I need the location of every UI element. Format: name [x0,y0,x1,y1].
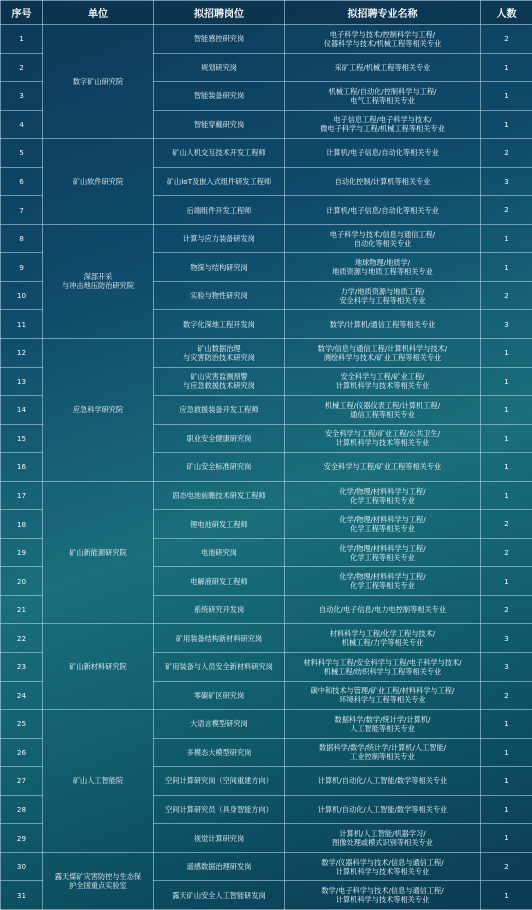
header-position: 拟招聘岗位 [154,1,285,25]
unit-cell: 深部开采 与冲击地压防治研究院 [43,224,154,338]
row-index: 1 [1,25,43,54]
position-cell: 系统研究开发岗 [154,595,285,624]
position-cell: 规划研究岗 [154,53,285,82]
major-cell: 计算机/人工智能/机器学习/ 图像处理或模式识别等相关专业 [285,824,481,853]
count-cell: 1 [481,396,532,425]
count-cell: 1 [481,453,532,482]
position-cell: 遥感数据治理研发岗 [154,852,285,881]
position-cell: 零碳矿区研究岗 [154,681,285,710]
table-body [1,25,532,910]
major-cell: 碳中和技术与管理/矿业工程/材料科学与工程/ 环境科学与工程等相关专业 [285,681,481,710]
major-cell: 地球物理/地质学/ 地质资源与地质工程等相关专业 [285,253,481,282]
major-cell: 安全科学与工程/矿业工程等相关专业 [285,453,481,482]
table-row [1,339,532,368]
major-cell: 自动化控制/计算机等相关专业 [285,167,481,196]
major-cell: 数学/计算机/通信工程等相关专业 [285,310,481,339]
unit-cell: 矿山软件研究院 [43,139,154,225]
header-row [1,1,532,25]
count-cell: 2 [481,538,532,567]
row-index: 13 [1,367,43,396]
position-cell: 矿山安全标准研究岗 [154,453,285,482]
count-cell: 1 [481,481,532,510]
position-cell: 实验与物性研究岗 [154,281,285,310]
count-cell: 1 [481,567,532,596]
position-cell: 智能穿戴研究岗 [154,110,285,139]
major-cell: 电子科学与技术/控制科学与工程/ 仪器科学与技术/机械工程等相关专业 [285,25,481,54]
position-cell: 锂电池研发工程师 [154,510,285,539]
position-cell: 数字化深地工程开发岗 [154,310,285,339]
position-cell: 多模态大模型研究岗 [154,738,285,767]
row-index: 31 [1,881,43,910]
count-cell: 1 [481,339,532,368]
count-cell: 1 [481,738,532,767]
header-count: 人数 [481,1,532,25]
major-cell: 化学/物理/材料科学与工程/ 化学工程等相关专业 [285,538,481,567]
major-cell: 材料科学与工程/化学工程与技术/ 机械工程/力学等相关专业 [285,624,481,653]
row-index: 14 [1,396,43,425]
major-cell: 安全科学与工程/矿业工程/ 计算机科学与技术等相关专业 [285,367,481,396]
table-row [1,710,532,739]
row-index: 17 [1,481,43,510]
row-index: 26 [1,738,43,767]
position-cell: 大语言模型研究岗 [154,710,285,739]
position-cell: 露天矿山安全人工智能研发岗 [154,881,285,910]
table-row [1,481,532,510]
count-cell: 1 [481,881,532,910]
unit-cell: 数字矿山研究院 [43,25,154,139]
position-cell: 矿山IoT及嵌入式组件研发工程师 [154,167,285,196]
major-cell: 计算机/自动化/人工智能/数学等相关专业 [285,767,481,796]
row-index: 21 [1,595,43,624]
count-cell: 1 [481,224,532,253]
major-cell: 数据科学/数学/统计学/计算机/人工智能/ 工业控制等相关专业 [285,738,481,767]
position-cell: 矿用装备与人员安全新材料研究岗 [154,653,285,682]
position-cell: 矿用装备结构新材料研究岗 [154,624,285,653]
position-cell: 空间计算研究员（具身智能方向） [154,795,285,824]
position-cell: 智能装备研究岗 [154,82,285,111]
unit-cell: 应急科学研究院 [43,339,154,482]
count-cell: 2 [481,281,532,310]
count-cell: 1 [481,767,532,796]
major-cell: 数学/电子科学与技术/信息与通信工程/ 计算机科学与技术等相关专业 [285,881,481,910]
row-index: 10 [1,281,43,310]
major-cell: 力学/地质资源与地质工程/ 安全科学与工程等相关专业 [285,281,481,310]
count-cell: 3 [481,167,532,196]
count-cell: 2 [481,196,532,225]
row-index: 6 [1,167,43,196]
major-cell: 采矿工程/机械工程等相关专业 [285,53,481,82]
table-row [1,224,532,253]
count-cell: 2 [481,595,532,624]
row-index: 29 [1,824,43,853]
row-index: 20 [1,567,43,596]
position-cell: 空间计算研究岗（空间重建方向） [154,767,285,796]
position-cell: 计算与应力装备研发岗 [154,224,285,253]
count-cell: 1 [481,367,532,396]
major-cell: 数学/仪器科学与技术/信息与通信工程/ 计算机科学与技术等相关专业 [285,852,481,881]
major-cell: 计算机/自动化/人工智能/数学等相关专业 [285,795,481,824]
count-cell: 1 [481,824,532,853]
row-index: 30 [1,852,43,881]
major-cell: 化学/物理/材料科学与工程/ 化学工程等相关专业 [285,567,481,596]
count-cell: 1 [481,795,532,824]
row-index: 9 [1,253,43,282]
count-cell: 3 [481,310,532,339]
row-index: 4 [1,110,43,139]
row-index: 3 [1,82,43,111]
position-cell: 职业安全健康研究岗 [154,424,285,453]
row-index: 24 [1,681,43,710]
row-index: 8 [1,224,43,253]
count-cell: 1 [481,710,532,739]
major-cell: 计算机/电子信息/自动化等相关专业 [285,196,481,225]
position-cell: 电池研究岗 [154,538,285,567]
major-cell: 机械工程/仪器仪表工程/计算机工程/ 通信工程等相关专业 [285,396,481,425]
unit-cell: 矿山人工智能院 [43,710,154,853]
count-cell: 1 [481,253,532,282]
count-cell: 3 [481,653,532,682]
count-cell: 1 [481,53,532,82]
row-index: 23 [1,653,43,682]
header-unit: 单位 [43,1,154,25]
position-cell: 智能感控研究岗 [154,25,285,54]
row-index: 7 [1,196,43,225]
row-index: 12 [1,339,43,368]
unit-cell: 矿山新能源研究院 [43,481,154,624]
position-cell: 视觉计算研究岗 [154,824,285,853]
position-cell: 矿山数据治理 与灾害防治技术研究岗 [154,339,285,368]
major-cell: 计算机/电子信息/自动化等相关专业 [285,139,481,168]
count-cell: 2 [481,681,532,710]
count-cell: 2 [481,25,532,54]
major-cell: 安全科学与工程/矿业工程/公共卫生/ 计算机科学与技术等相关专业 [285,424,481,453]
row-index: 28 [1,795,43,824]
table-row [1,25,532,54]
row-index: 22 [1,624,43,653]
header-major: 拟招聘专业名称 [285,1,481,25]
count-cell: 2 [481,852,532,881]
table-row [1,139,532,168]
header-index: 序号 [1,1,43,25]
major-cell: 数学/信息与通信工程/计算机科学与技术/ 测绘科学与技术/矿业工程等相关专业 [285,339,481,368]
row-index: 11 [1,310,43,339]
unit-cell: 矿山新材料研究院 [43,624,154,710]
row-index: 27 [1,767,43,796]
major-cell: 化学/物理/材料科学与工程/ 化学工程等相关专业 [285,510,481,539]
major-cell: 机械工程/自动化/控制科学与工程/ 电气工程等相关专业 [285,82,481,111]
position-cell: 矿山灾害监测预警 与应急救援技术研究岗 [154,367,285,396]
position-cell: 固态电池前瞻技术研发工程师 [154,481,285,510]
row-index: 16 [1,453,43,482]
position-cell: 矿山人机交互技术开发工程师 [154,139,285,168]
position-cell: 应急救援装备开发工程师 [154,396,285,425]
position-cell: 物探与结构研究岗 [154,253,285,282]
major-cell: 自动化/电子信息/电力电控制等相关专业 [285,595,481,624]
major-cell: 电子信息工程/电子科学与技术/ 微电子科学与工程/机械工程等相关专业 [285,110,481,139]
major-cell: 电子科学与技术/信息与通信工程/ 自动化等相关专业 [285,224,481,253]
count-cell: 2 [481,510,532,539]
count-cell: 1 [481,110,532,139]
major-cell: 材料科学与工程/安全科学与工程/电子科学与技术/ 机械工程/纺织科学与工程等相关专业 [285,653,481,682]
row-index: 19 [1,538,43,567]
row-index: 2 [1,53,43,82]
row-index: 5 [1,139,43,168]
unit-cell: 露天煤矿灾害防控与生态保 护全国重点实验室 [43,852,154,909]
table-row [1,624,532,653]
count-cell: 1 [481,424,532,453]
count-cell: 1 [481,82,532,111]
row-index: 18 [1,510,43,539]
row-index: 25 [1,710,43,739]
table-row [1,852,532,881]
count-cell: 2 [481,139,532,168]
position-cell: 后端组件开发工程师 [154,196,285,225]
major-cell: 化学/物理/材料科学与工程/ 化学工程等相关专业 [285,481,481,510]
count-cell: 3 [481,624,532,653]
major-cell: 数据科学/数学/统计学/计算机/ 人工智能等相关专业 [285,710,481,739]
position-cell: 电解液研发工程师 [154,567,285,596]
row-index: 15 [1,424,43,453]
table-header [1,1,532,25]
